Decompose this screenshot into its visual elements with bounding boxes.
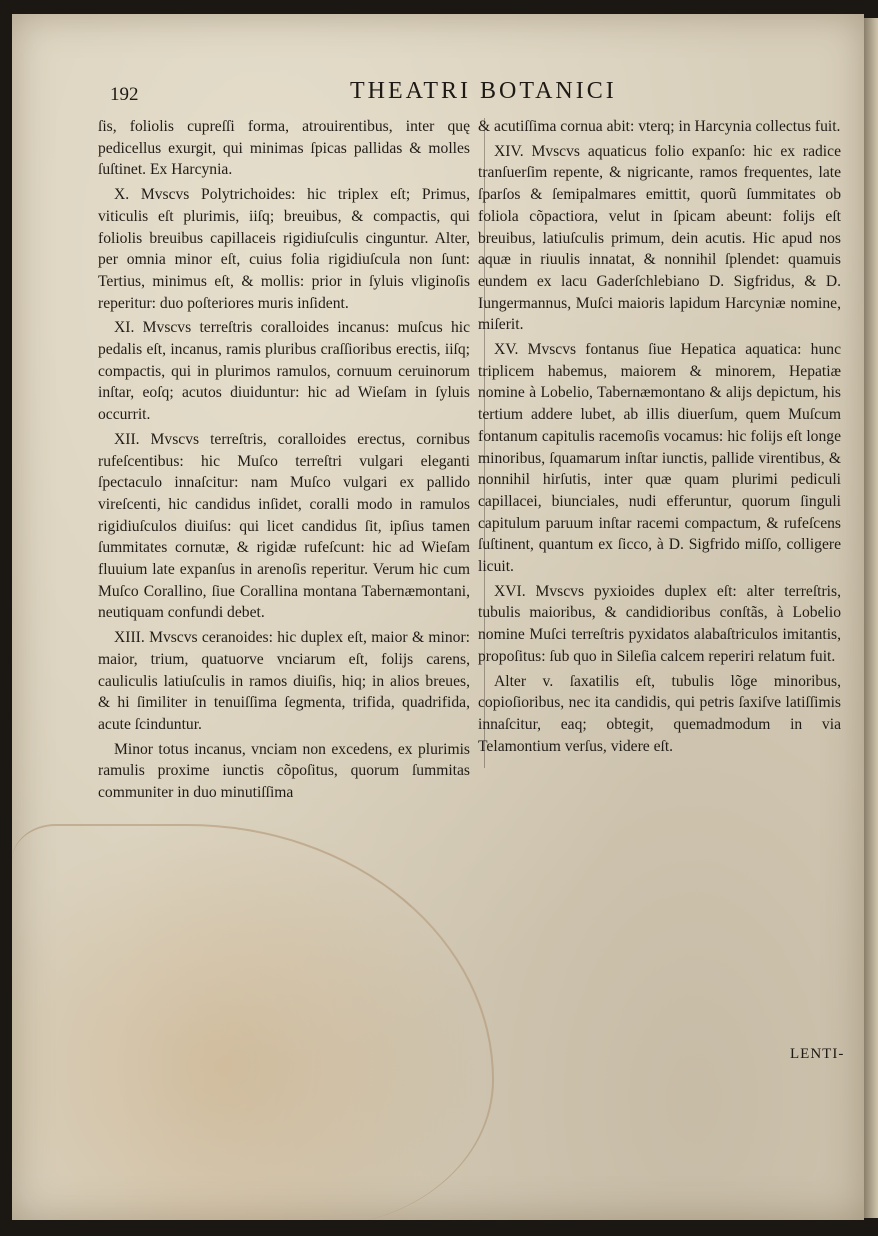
paragraph: Minor totus incanus, vnciam non excedens, ex plurimis ramulis proxime iunctis cõpoſitus, quorum ſummitas communiter in duo minutiſſima: [98, 740, 470, 802]
paragraph: ſis, foliolis cupreſſi forma, atrouirentibus, inter quę pedicellus exurgit, qui minimas ſpicas pallidas & molles ſuſtinet. Ex Harcynia.: [98, 118, 470, 179]
right-column: [478, 116, 841, 760]
running-title: THEATRI BOTANICI: [350, 78, 617, 104]
paragraph: XI. Mvscvs terreſtris coralloides incanus: muſcus hic pedalis eſt, incanus, ramis pluribus craſſioribus erectis, iiſq; compactis, qui in plurimos ramulos, cornuum ceruinorum inſtar, eoſq; acutos diuiduntur: hic ad Wieſam in ſyluis occurrit.: [98, 319, 470, 424]
water-stain-edge: [12, 824, 494, 1220]
running-head: [110, 70, 650, 110]
next-page-edge: [864, 18, 878, 1218]
left-column: [98, 116, 470, 807]
paragraph: Alter v. ſaxatilis eſt, tubulis lõge minoribus, copioſioribus, nec ita candidis, qui petris ſaxiſve latiſſimis innaſcitur, eaq; obtegit, quemadmodum in via Telamontium verſus, videre eſt.: [478, 672, 841, 755]
paragraph: XVI. Mvscvs pyxioides duplex eſt: alter terreſtris, tubulis maioribus, & candidioribus conſtãs, à Lobelio nomine Muſci terreſtris pyxidatos alabaſtriculos imitantis, propoſitus: ſub quo in Sileſia calcem reperiri relatum fuit.: [478, 582, 841, 665]
paragraph: XII. Mvscvs terreſtris, coralloides erectus, cornibus rufeſcentibus: hic Muſco terreſtri vulgari eleganti ſpectaculo innaſcitur: nam Muſco vulgari ex pallido vireſcenti, hic candidus inſidet, coralli modo in ramulos rigidiuſculos diuiſus: qui licet candidus ſit, ipſius tamen ſummitates cornutæ, & rigidæ rufeſcunt: hic ad Wieſam fluuium late expanſus in arenoſis reperitur. Verum hic cum Muſco Corallino, ſiue Corallina montana Tabernæmontani, neutiquam confundi debet.: [98, 430, 470, 622]
paragraph: XIV. Mvscvs aquaticus folio expanſo: hic ex radice tranſuerſim repente, & nigricante, ramos frequentes, late ſparſos & ſemipalmares emittit, quorũ ſummitates ob foliola cõpactiora, velut in ſpicam abeunt: folijs eſt breuibus, latiuſculis primum, dein acutis. Hic apud nos aquæ in riuulis innatat, & nonnihil ſplendet: quamuis eundem ex lacu Gaderſchlebiano D. Sigfridus, & D. Iungermannus, Muſci maioris lapidum Harcyniæ nomine, miſerit.: [478, 142, 841, 334]
paragraph: XIII. Mvscvs ceranoides: hic duplex eſt, maior & minor: maior, trium, quatuorve vnciarum eſt, folijs carens, cauliculis latiuſculis in ramos diuiſis, hiq; in alios breues, & hi ſimiliter in tenuiſſima ſegmenta, trifida, quadrifida, acute ſcinduntur.: [98, 629, 470, 733]
water-stain: [12, 814, 482, 1220]
paragraph: & acutiſſima cornua abit: vterq; in Harcynia collectus fuit.: [478, 118, 841, 135]
page-number: 192: [110, 84, 139, 105]
catchword: LENTI-: [790, 1046, 845, 1062]
paragraph: XV. Mvscvs fontanus ſiue Hepatica aquatica: hunc triplicem habemus, maiorem & minorem, Hepatiæ nomine à Lobelio, Tabernæmontano & alijs depictum, his tertium addere lubet, ab illis diuerſum, quem Muſcum fontanum capitulis racemoſis vocamus: hic folijs eſt longe minoribus, ſquamarum inſtar iunctis, pallide virentibus, & nonnihil hirſutis, inter quæ quam plurimi pediculi capillacei, biunciales, nudi efferuntur, quorum ſinguli capitulum paruum inſtar racemi compactum, & rufeſcens ſuſtinent, quantum ex ſicco, à D. Sigfrido miſſo, colligere licuit.: [478, 341, 841, 576]
paragraph: X. Mvscvs Polytrichoides: hic triplex eſt; Primus, viticulis eſt plurimis, iiſq; breuibus, & compactis, qui foliolis breuibus capillaceis rigidiuſculis cinguntur. Alter, per omnia minor eſt, cuius folia rigidiuſcula non ſunt: Tertius, minimus eſt, & mollis: prior in ſyluis vliginoſis reperitur: duo poſteriores muris inſident.: [98, 186, 470, 312]
